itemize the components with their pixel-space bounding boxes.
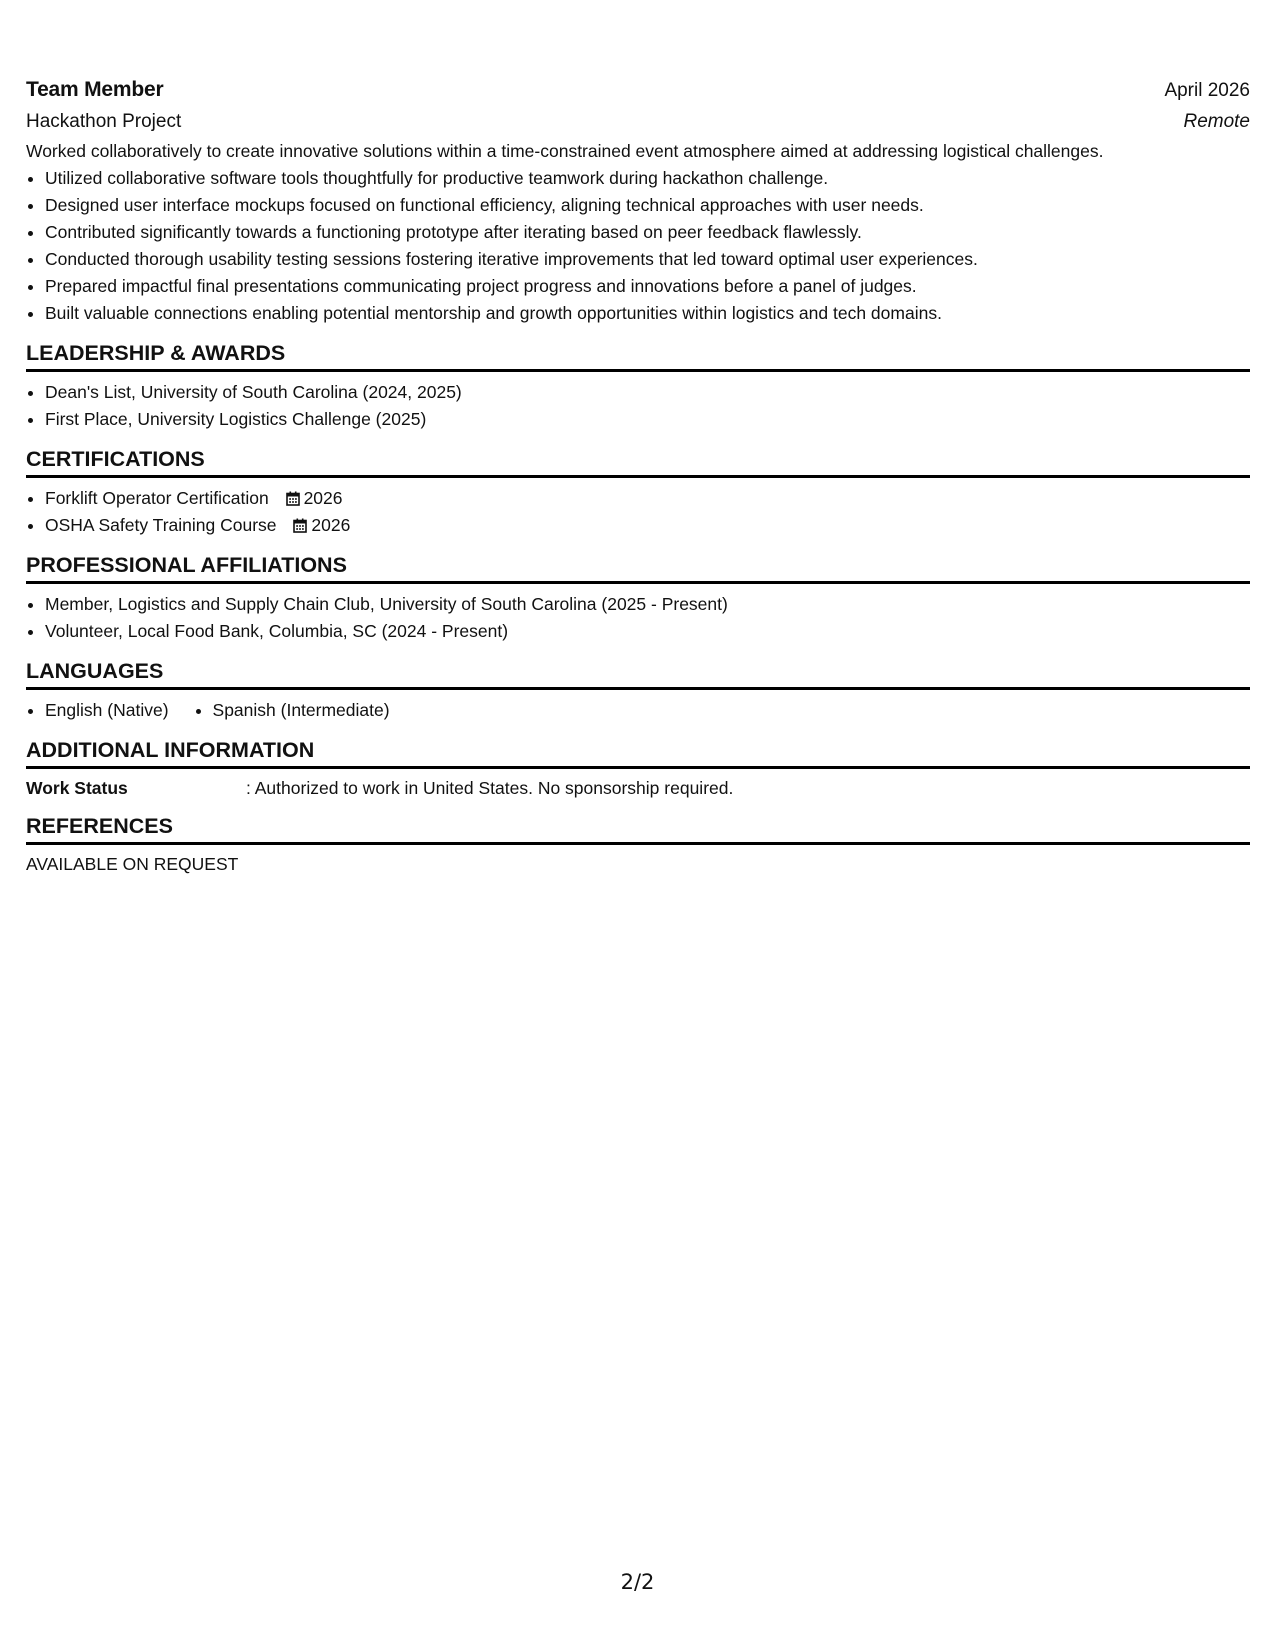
resume-page [26,78,1250,876]
job-organization: Hackathon Project [26,111,182,132]
list-item: • Spanish (Intermediate) [213,697,390,724]
job-summary: Worked collaboratively to create innovative solutions within a time-constrained event atmosphere aimed at addressing logistical challenges. [26,141,1104,161]
work-status-row [26,776,1250,800]
calendar-icon [286,491,300,506]
affiliations-section [26,553,1250,645]
section-heading: LEADERSHIP & AWARDS [26,341,1250,372]
job-bullets [26,165,1250,327]
certification-year: 2026 [303,488,343,508]
section-heading: ADDITIONAL INFORMATION [26,738,1250,769]
experience-entry [26,78,1250,327]
list-item: • Utilized collaborative software tools thoughtfully for productive teamwork during hackathon challenge. [45,165,1250,192]
list-item [45,512,1250,539]
page-number: 2/2 [620,1570,655,1594]
references-section [26,814,1250,876]
list-item: • Conducted thorough usability testing sessions fostering iterative improvements that led toward optimal user experiences. [45,246,1250,273]
list-item [45,485,1250,512]
section-heading: REFERENCES [26,814,1250,845]
list-item: • English (Native) [45,697,169,724]
certifications-list [26,485,1250,539]
list-item: • Designed user interface mockups focused on functional efficiency, aligning technical approaches with user needs. [45,192,1250,219]
list-item: • Prepared impactful final presentations communicating project progress and innovations before a panel of judges. [45,273,1250,300]
certifications-section [26,447,1250,539]
list-item: • Built valuable connections enabling potential mentorship and growth opportunities within logistics and tech domains. [45,300,1250,327]
languages-section [26,659,1250,724]
leadership-list [26,379,1250,433]
work-status-value: : Authorized to work in United States. No sponsorship required. [246,778,734,798]
list-item: • Dean's List, University of South Carolina (2024, 2025) [45,379,1250,406]
certification-name: Forklift Operator Certification [45,488,269,508]
section-heading: CERTIFICATIONS [26,447,1250,478]
section-heading: LANGUAGES [26,659,1250,690]
leadership-section [26,341,1250,433]
job-location: Remote [1183,111,1250,132]
section-heading: PROFESSIONAL AFFILIATIONS [26,553,1250,584]
list-item: • Contributed significantly towards a functioning prototype after iterating based on peer feedback flawlessly. [45,219,1250,246]
calendar-icon [293,518,307,533]
list-item: • First Place, University Logistics Challenge (2025) [45,406,1250,433]
languages-list [26,697,1250,724]
job-date: April 2026 [1164,80,1250,101]
additional-section [26,738,1250,800]
list-item: • Volunteer, Local Food Bank, Columbia, SC (2024 - Present) [45,618,1250,645]
work-status-label: Work Status [26,778,128,798]
certification-name: OSHA Safety Training Course [45,515,277,535]
references-text: AVAILABLE ON REQUEST [26,854,239,874]
certification-year: 2026 [311,515,351,535]
list-item: • Member, Logistics and Supply Chain Club, University of South Carolina (2025 - Present) [45,591,1250,618]
affiliations-list [26,591,1250,645]
job-title: Team Member [26,78,164,101]
